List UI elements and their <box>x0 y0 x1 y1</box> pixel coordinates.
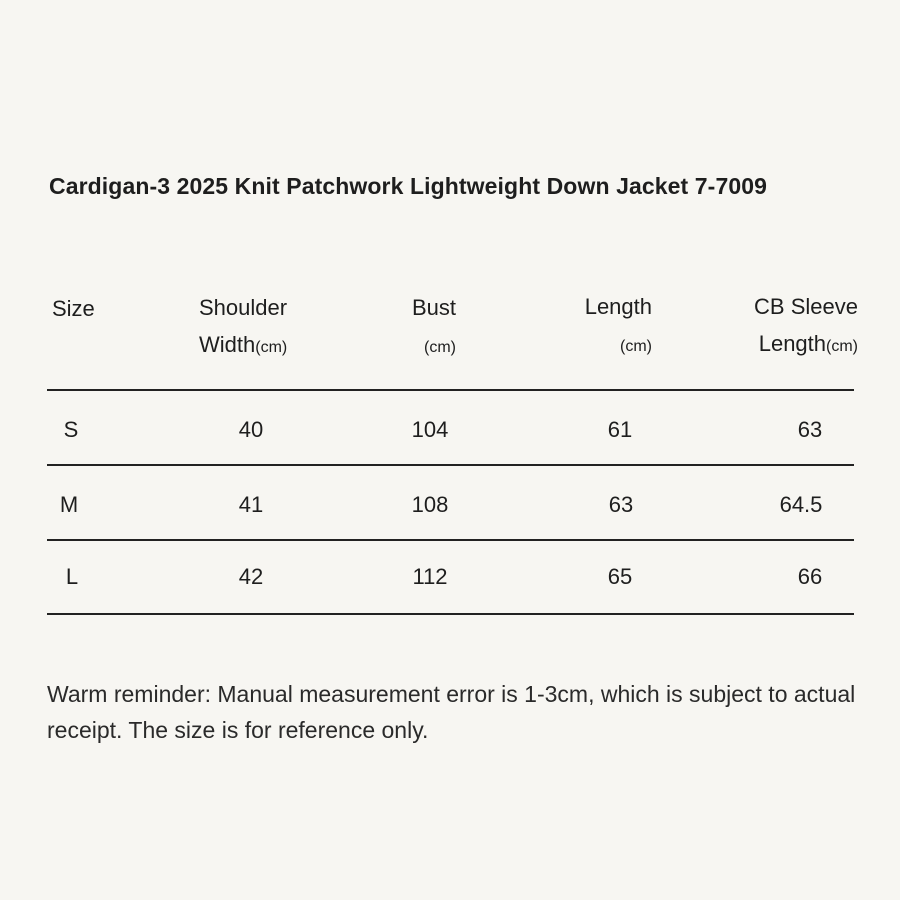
header-shoulder-line1: Shoulder <box>199 295 288 320</box>
cell-sleeve: 64.5 <box>779 492 823 517</box>
cell-shoulder: 40 <box>238 417 264 442</box>
table-rule-row-1 <box>47 464 854 466</box>
cell-size: L <box>65 564 79 589</box>
header-shoulder-unit: (cm) <box>255 339 288 356</box>
cell-length: 63 <box>608 492 634 517</box>
measurement-note: Warm reminder: Manual measurement error is 1-3cm, which is subject to actual receipt. The size is for reference only. <box>47 681 856 743</box>
header-cb-sleeve-length <box>718 288 858 365</box>
product-title: Cardigan-3 2025 Knit Patchwork Lightweight Down Jacket 7-7009 <box>49 173 768 199</box>
table-rule-bottom <box>47 613 854 615</box>
cell-sleeve: 63 <box>797 417 823 442</box>
cell-length: 65 <box>607 564 633 589</box>
cell-size: S <box>63 417 79 442</box>
table-rule-row-2 <box>47 539 854 541</box>
header-shoulder-line2: Width <box>199 332 256 357</box>
header-sleeve-line1: CB Sleeve <box>754 294 858 319</box>
header-size-label: Size <box>52 296 95 321</box>
cell-shoulder: 42 <box>238 564 264 589</box>
header-bust-line1: Bust <box>411 295 456 320</box>
header-sleeve-unit: (cm) <box>826 338 858 355</box>
header-size <box>52 290 95 327</box>
header-length-line1: Length <box>584 294 652 319</box>
cell-size: M <box>59 492 79 517</box>
cell-bust: 104 <box>411 417 449 442</box>
table-rule-header <box>47 389 854 391</box>
header-bust-unit: (cm) <box>424 339 456 356</box>
header-length-unit: (cm) <box>620 338 652 355</box>
cell-shoulder: 41 <box>238 492 264 517</box>
cell-length: 61 <box>607 417 633 442</box>
header-sleeve-line2: Length <box>758 331 827 356</box>
header-bust <box>380 289 456 366</box>
cell-bust: 108 <box>411 492 449 517</box>
header-shoulder-width <box>199 289 287 366</box>
cell-sleeve: 66 <box>797 564 823 589</box>
header-length <box>552 288 652 365</box>
cell-bust: 112 <box>412 564 448 589</box>
